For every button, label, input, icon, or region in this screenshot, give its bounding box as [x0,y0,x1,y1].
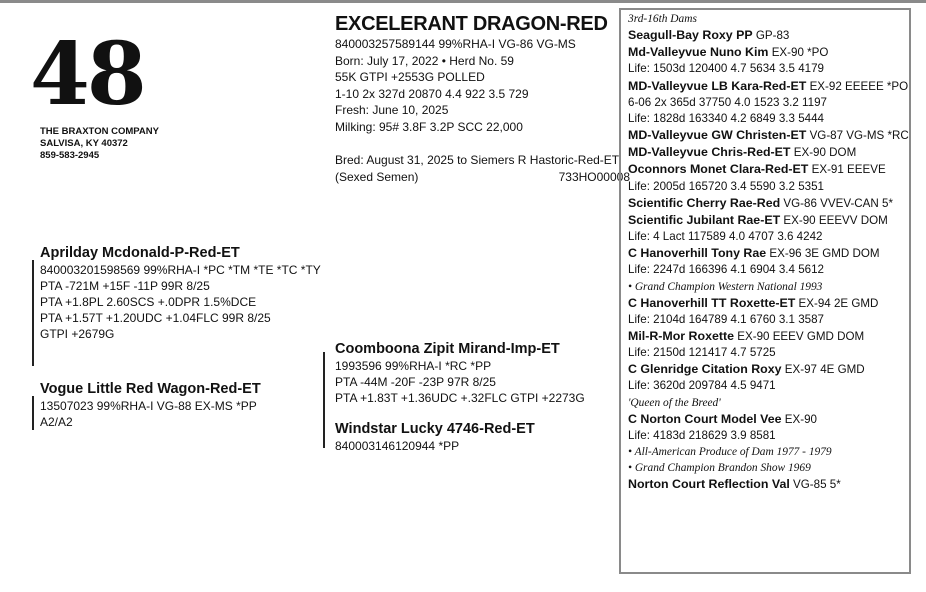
dam-entry-name: Scientific Cherry Rae-Red [628,195,781,210]
sire-dam-name: Vogue Little Red Wagon-Red-ET [40,381,261,397]
sire-dam-block [40,380,261,430]
dam-entry [628,361,906,378]
dam-sire-block [335,340,585,406]
dam-entry [628,27,906,44]
dam-note: • Grand Champion Western National 1993 [628,280,823,293]
dam-entry-name: Norton Court Reflection Val [628,477,790,492]
dam-record: Life: 2104d 164789 4.1 6760 3.1 3587 [628,312,824,326]
dam-entry-classification: VG-86 VVEV-CAN 5* [783,196,893,210]
dam-entry [628,144,906,161]
top-rule [0,0,926,3]
dam-entry-name: Seagull-Bay Roxy PP [628,28,753,43]
semen-code: 733HO00008 [558,169,630,184]
lot-number: 48 [30,24,144,125]
semen-type: (Sexed Semen) [335,169,419,184]
dam-note: • All-American Produce of Dam 1977 - 1979 [628,446,832,459]
dam-record: Life: 2005d 165720 3.4 5590 3.2 5351 [628,179,824,193]
dam-entry [628,78,909,95]
sire-line: PTA +1.8PL 2.60SCS +.0DPR 1.5%DCE [40,295,257,309]
sire-dam-line: 13507023 99%RHA-I VG-88 EX-MS *PP [40,399,257,413]
dam-entry-classification: EX-90 DOM [793,146,857,160]
dam-record: Life: 4183d 218629 3.9 8581 [628,428,776,442]
dam-note: 'Queen of the Breed' [628,396,721,409]
dam-entry-classification: EX-91 EEEVE [811,163,886,177]
sire-dam-line: A2/A2 [40,415,73,429]
consignor-name: THE BRAXTON COMPANY [40,126,159,137]
dam-entry-classification: EX-90 *PO [771,46,829,60]
sire-bracket [32,260,34,366]
dam-entry-name: C Hanoverhill TT Roxette-ET [628,295,796,310]
sire-line: PTA -721M +15F -11P 99R 8/25 [40,279,210,293]
dam-record: Life: 2150d 121417 4.7 5725 [628,346,776,360]
dam-note: • Grand Champion Brandon Show 1969 [628,462,811,475]
dams-header: 3rd-16th Dams [628,13,697,25]
dam-record: 6-06 2x 365d 37750 4.0 1523 3.2 1197 [628,95,827,109]
dam-entry [628,195,906,212]
dam-entry [628,44,906,61]
animal-registration: 840003257589144 99%RHA-I VG-86 VG-MS [335,37,576,51]
dam-sire-line: 1993596 99%RHA-I *RC *PP [335,359,492,373]
dam-entry-name: C Glenridge Citation Roxy [628,362,782,377]
dam-entry-name: Md-Valleyvue Nuno Kim [628,45,769,60]
dam-entry-classification: EX-90 [784,412,817,426]
animal-milking: Milking: 95# 3.8F 3.2P SCC 22,000 [335,119,523,134]
dam-entry [628,212,906,229]
dam-entry-name: C Norton Court Model Vee [628,411,782,426]
dam-sire-line: PTA +1.83T +1.36UDC +.32FLC GTPI +2273G [335,391,585,405]
dam-entry [628,411,906,428]
dam-sire-name: Coomboona Zipit Mirand-Imp-ET [335,341,560,357]
dam-entry-classification: EX-90 EEEV GMD DOM [737,329,865,343]
dam-entry-classification: EX-90 EEEVV DOM [783,213,888,227]
dam-record: Life: 2247d 166396 4.1 6904 3.4 5612 [628,263,824,277]
animal-name: EXCELERANT DRAGON-RED [335,13,608,35]
dam-entry [628,295,906,312]
dam-entry-name: C Hanoverhill Tony Rae [628,246,767,261]
dam-block [335,420,535,454]
dam-entry [628,245,906,262]
dams-list [628,11,909,494]
dam-entry-classification: EX-92 EEEEE *PO [809,79,909,93]
dam-entry-name: MD-Valleyvue Chris-Red-ET [628,145,791,160]
consignor-location: SALVISA, KY 40372 [40,138,128,149]
dam-record: Life: 3620d 209784 4.5 9471 [628,379,776,393]
dam-line: 840003146120944 *PP [335,439,460,453]
dam-entry-classification: VG-87 VG-MS *RC [809,129,909,143]
animal-record: 1-10 2x 327d 20870 4.4 922 3.5 729 [335,86,529,101]
dam-entry-name: Scientific Jubilant Rae-ET [628,212,781,227]
animal-fresh: Fresh: June 10, 2025 [335,103,449,117]
consignor-block [40,126,159,162]
dam-entry-name: Oconnors Monet Clara-Red-ET [628,162,809,177]
semen-line [335,169,630,186]
dam-entry-name: Mil-R-Mor Roxette [628,328,735,343]
dam-record: Life: 4 Lact 117589 4.0 4707 3.6 4242 [628,230,823,244]
dam-entry-name: MD-Valleyvue GW Christen-ET [628,128,807,143]
dam-entry-classification: EX-94 2E GMD [798,296,879,310]
dam-entry-classification: VG-85 5* [793,478,841,492]
dam-entry [628,328,906,345]
dam-entry-name: MD-Valleyvue LB Kara-Red-ET [628,78,807,93]
animal-bred: Bred: August 31, 2025 to Siemers R Hastoric-Red-ET [335,153,620,167]
dam-bracket [323,352,325,448]
dam-record: Life: 1828d 163340 4.2 6849 3.3 5444 [628,111,824,125]
dam-entry-classification: GP-83 [755,29,790,43]
dam-record: Life: 1503d 120400 4.7 5634 3.5 4179 [628,62,824,76]
sire-line: GTPI +2679G [40,327,115,341]
dam-sire-line: PTA -44M -20F -23P 97R 8/25 [335,375,496,389]
sire-block [40,244,321,342]
dam-entry [628,476,906,493]
sire-dam-bracket [32,396,34,430]
consignor-phone: 859-583-2945 [40,150,100,161]
dam-entry-classification: EX-96 3E GMD DOM [769,247,880,261]
dam-entry-classification: EX-97 4E GMD [784,363,865,377]
animal-block [335,12,630,185]
dam-entry [628,127,909,144]
dam-name: Windstar Lucky 4746-Red-ET [335,421,535,437]
animal-genomics: 55K GTPI +2553G POLLED [335,70,485,84]
sire-name: Aprilday Mcdonald-P-Red-ET [40,245,240,261]
animal-birth: Born: July 17, 2022 • Herd No. 59 [335,53,514,68]
sire-line: PTA +1.57T +1.20UDC +1.04FLC 99R 8/25 [40,311,271,325]
dam-entry [628,161,906,178]
sire-line: 840003201598569 99%RHA-I *PC *TM *TE *TC *TY [40,263,321,277]
